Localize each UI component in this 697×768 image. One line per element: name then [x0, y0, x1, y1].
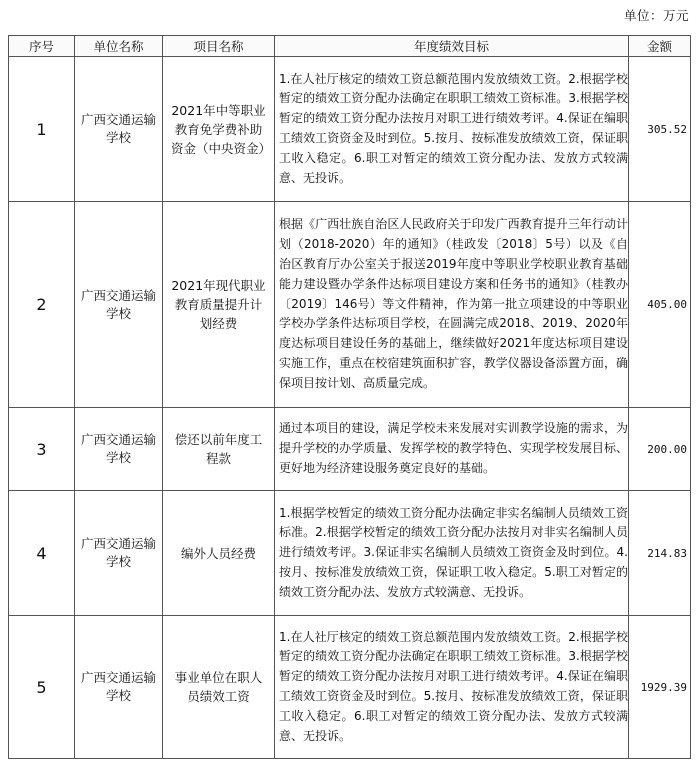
row-project: 编外人员经费 [163, 491, 275, 616]
row-project: 2021年中等职业教育免学费补助资金（中央资金） [163, 57, 275, 202]
row-seq: 2 [9, 202, 75, 408]
row-goal: 1.在人社厅核定的绩效工资总额范围内发放绩效工资。2.根据学校暂定的绩效工资分配办法确定在职职工绩效工资标准。3.根据学校暂定的绩效工资分配办法按月对职工进行绩效考评。4.保证在编职工绩效工资资金及时到位。5.按月、按标准发放绩效工资，保证职工收入稳定。6.职工对暂定的绩效工资分配办法、发放方式较满意、无投诉。 [275, 616, 629, 759]
budget-table [8, 35, 691, 759]
row-goal: 1.根据学校暂定的绩效工资分配办法确定非实名编制人员绩效工资标准。2.根据学校暂定的绩效工资分配办法按月对非实名编制人员进行绩效考评。3.保证非实名编制人员绩效工资资金及时到位。4.按月、按标准发放绩效工资，保证职工收入稳定。5.职工对暂定的绩效工资分配办法、发放方式较满意、无投诉。 [275, 491, 629, 616]
header-seq: 序号 [9, 36, 75, 57]
row-seq: 1 [9, 57, 75, 202]
row-project: 偿还以前年度工程款 [163, 408, 275, 491]
row-goal: 根据《广西壮族自治区人民政府关于印发广西教育提升三年行动计划（2018-2020）年的通知》（桂政发〔2018〕5号）以及《自治区教育厅办公室关于报送2019年度中等职业学校职业教育基础能力建设暨办学条件达标项目建设方案和任务书的通知》（桂教办〔2019〕146号）等文件精神，作为第一批立项建设的中等职业学校办学条件达标项目学校，在圆满完成2018、2019、2020年度达标项目建设任务的基础上，继续做好2021年度达标项目建设实施工作，重点在校宿建筑面积扩容，教学仪器设备添置方面，确保项目按计划、高质量完成。 [275, 202, 629, 408]
header-row [9, 36, 691, 57]
table-row [9, 491, 691, 616]
row-amount: 1929.39 [629, 616, 691, 759]
header-goal: 年度绩效目标 [275, 36, 629, 57]
unit-label: 单位：万元 [623, 8, 689, 23]
row-amount: 405.00 [629, 202, 691, 408]
row-amount: 214.83 [629, 491, 691, 616]
row-goal: 1.在人社厅核定的绩效工资总额范围内发放绩效工资。2.根据学校暂定的绩效工资分配办法确定在职职工绩效工资标准。3.根据学校暂定的绩效工资分配办法按月对职工进行绩效考评。4.保证在编职工绩效工资资金及时到位。5.按月、按标准发放绩效工资，保证职工收入稳定。6.职工对暂定的绩效工资分配办法、发放方式较满意、无投诉。 [275, 57, 629, 202]
row-org: 广西交通运输学校 [75, 491, 163, 616]
table-row [9, 57, 691, 202]
table-row [9, 408, 691, 491]
row-seq: 4 [9, 491, 75, 616]
row-amount: 200.00 [629, 408, 691, 491]
row-amount: 305.52 [629, 57, 691, 202]
table-row [9, 202, 691, 408]
row-seq: 5 [9, 616, 75, 759]
header-org: 单位名称 [75, 36, 163, 57]
header-amount: 金额 [629, 36, 691, 57]
row-org: 广西交通运输学校 [75, 408, 163, 491]
row-project: 2021年现代职业教育质量提升计划经费 [163, 202, 275, 408]
row-org: 广西交通运输学校 [75, 57, 163, 202]
row-project: 事业单位在职人员绩效工资 [163, 616, 275, 759]
header-project: 项目名称 [163, 36, 275, 57]
row-org: 广西交通运输学校 [75, 616, 163, 759]
row-org: 广西交通运输学校 [75, 202, 163, 408]
table-row [9, 616, 691, 759]
row-goal: 通过本项目的建设，满足学校未来发展对实训教学设施的需求，为提升学校的办学质量、发挥学校的教学特色、实现学校发展目标、更好地为经济建设服务奠定良好的基础。 [275, 408, 629, 491]
row-seq: 3 [9, 408, 75, 491]
